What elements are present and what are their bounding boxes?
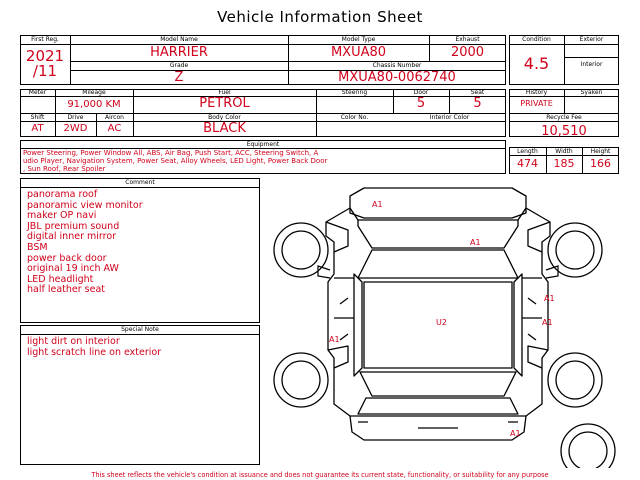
door-label: Door <box>413 89 429 96</box>
interior-color-label: Interior Color <box>429 114 470 121</box>
spare-tire <box>561 424 615 468</box>
comment-item: half leather seat <box>27 284 106 296</box>
interior-label: Interior <box>580 61 603 68</box>
equipment-line-2: udio Player, Navigation System, Power Seat, Alloy Wheels, LED Light, Power Back Door <box>23 157 328 165</box>
aircon-value: AC <box>107 123 122 134</box>
special-note-item: light dirt on interior <box>27 336 120 347</box>
damage-mark-hood: A1 <box>470 238 481 247</box>
right-mirror <box>546 266 558 278</box>
comment-item: panorama roof <box>27 189 98 200</box>
special-note-label: Special Note <box>121 326 159 333</box>
model-type-value: MXUA80 <box>330 45 387 60</box>
condition-value: 4.5 <box>523 54 550 73</box>
comment-item: BSM <box>27 241 48 253</box>
recycle-fee-value: 10,510 <box>541 124 587 139</box>
special-note-item: light scratch line on exterior <box>27 346 162 358</box>
rear-window <box>360 372 516 396</box>
comment-item: original 19 inch AW <box>27 263 119 275</box>
mileage-value: 91,000 KM <box>67 99 121 110</box>
seat-value: 5 <box>473 96 482 111</box>
wheel-front-right <box>548 223 602 277</box>
wheel-front-left <box>274 223 328 277</box>
special-note-list <box>27 337 257 358</box>
color-no-label: Color No. <box>340 114 369 121</box>
comment-list <box>27 190 257 296</box>
drive-label: Drive <box>67 114 84 121</box>
seat-label: Seat <box>470 89 485 96</box>
windshield <box>358 250 518 278</box>
width-label: Width <box>555 148 573 155</box>
first-reg-year: 2021 <box>25 47 65 65</box>
damage-mark-rear-bumper: A1 <box>510 429 521 438</box>
equipment-line-1: Power Steering, Power Window All, ABS, Air Bag, Push Start, ACC, Steering Switch, A <box>23 149 319 157</box>
exhaust-label: Exhaust <box>455 36 480 43</box>
left-mirror <box>318 266 330 278</box>
history-value: PRIVATE <box>520 99 553 108</box>
right-side-panel <box>526 208 550 416</box>
first-reg-label: First Reg. <box>31 36 59 43</box>
exterior-label: Exterior <box>579 36 604 43</box>
aircon-label: Aircon <box>105 114 124 121</box>
damage-mark-front-bumper: A1 <box>372 200 383 209</box>
comment-item: panoramic view monitor <box>27 199 143 211</box>
first-reg-month: /11 <box>32 62 58 80</box>
shift-label: Shift <box>30 114 45 121</box>
fuel-value: PETROL <box>199 96 250 111</box>
grade-label: Grade <box>169 62 189 69</box>
recycle-fee-label: Recycle Fee <box>546 114 582 121</box>
chassis-value: MXUA80-0062740 <box>338 70 456 85</box>
height-value: 166 <box>590 157 611 170</box>
model-name-value: HARRIER <box>150 45 208 60</box>
comment-item: power back door <box>27 252 107 264</box>
fuel-label: Fuel <box>218 89 231 96</box>
comment-item: LED headlight <box>27 273 94 285</box>
comment-label: Comment <box>125 179 155 186</box>
damage-mark-left-side: A1 <box>329 335 340 344</box>
steering-label: Steering <box>341 89 368 96</box>
meter-label: Meter <box>28 89 47 96</box>
equipment-line-3: , Sun Roof, Rear Spoiler <box>23 165 106 173</box>
grade-value: Z <box>174 70 184 85</box>
width-value: 185 <box>553 157 575 170</box>
height-label: Height <box>590 148 611 155</box>
comment-item: maker OP navi <box>27 210 97 222</box>
disclaimer-footer: This sheet reflects the vehicle's condition at issuance and does not guarantee its current state, functionality, or suitability for any purpose <box>91 471 549 479</box>
shift-value: AT <box>31 123 44 134</box>
exhaust-value: 2000 <box>450 45 485 60</box>
damage-mark-right-rear-door: A1 <box>542 318 553 327</box>
model-name-label: Model Name <box>160 36 198 43</box>
damage-mark-right-front-door: A1 <box>544 294 555 303</box>
tailgate <box>358 398 518 414</box>
damage-mark-roof: U2 <box>436 318 447 327</box>
drive-value: 2WD <box>63 123 88 134</box>
body-color-label: Body Color <box>208 114 241 121</box>
left-side-panel <box>326 208 350 416</box>
syaken-label: Syaken <box>580 89 603 96</box>
hood <box>358 220 518 248</box>
length-label: Length <box>517 148 538 155</box>
equipment-label: Equipment <box>246 141 280 148</box>
comment-item: digital inner mirror <box>27 231 117 243</box>
history-label: History <box>525 89 548 96</box>
page-title: Vehicle Information Sheet <box>217 8 423 26</box>
wheel-rear-right <box>548 353 602 407</box>
length-value: 474 <box>517 157 538 170</box>
model-type-label: Model Type <box>341 36 376 43</box>
door-value: 5 <box>416 96 426 111</box>
body-color-value: BLACK <box>203 121 246 136</box>
condition-label: Condition <box>522 36 551 43</box>
chassis-label: Chassis Number <box>372 62 422 69</box>
wheel-rear-left <box>274 353 328 407</box>
comment-item: JBL premium sound <box>27 220 120 232</box>
mileage-label: Mileage <box>82 89 106 96</box>
